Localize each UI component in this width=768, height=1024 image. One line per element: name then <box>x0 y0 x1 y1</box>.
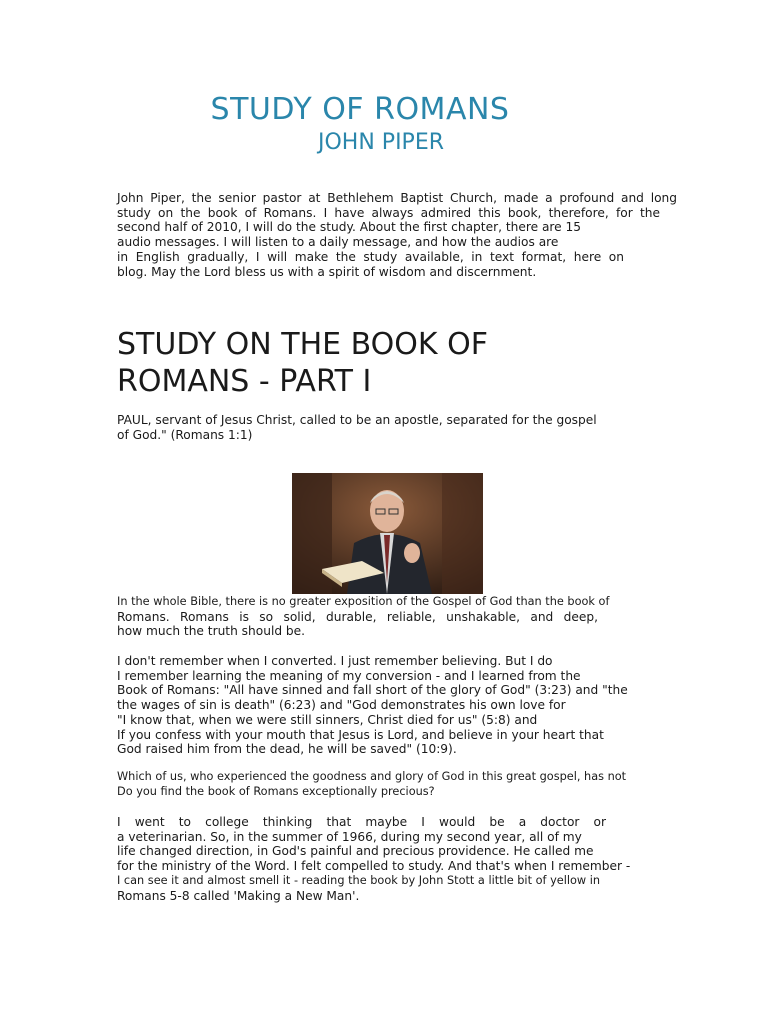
text-line: I can see it and almost smell it - reading the book by John Stott a little bit of yellow in <box>117 873 601 887</box>
text-line: second half of 2010, I will do the study. About the first chapter, there are 15 <box>117 220 582 235</box>
text-line: I don't remember when I converted. I just remember believing. But I do <box>117 654 553 668</box>
text-line: a veterinarian. So, in the summer of 1966, during my second year, all of my <box>117 829 582 844</box>
text-line: Which of us, who experienced the goodness and glory of God in this great gospel, has not <box>117 770 627 783</box>
text-line: I remember learning the meaning of my conversion - and I learned from the <box>117 668 581 683</box>
intro-paragraph <box>117 191 677 279</box>
text-line: in English gradually, I will make the study available, in text format, here on <box>117 249 624 264</box>
text-line: the wages of sin is death" (6:23) and "God demonstrates his own love for <box>117 698 566 713</box>
text-line: God raised him from the dead, he will be saved" (10:9). <box>117 742 457 757</box>
text-line: for the ministry of the Word. I felt compelled to study. And that's when I remember - <box>117 859 631 874</box>
section-heading <box>117 326 637 400</box>
text-line: "I know that, when we were still sinners, Christ died for us" (5:8) and <box>117 712 538 727</box>
paragraph-3 <box>117 770 677 799</box>
text-line: Do you find the book of Romans exceptionally precious? <box>117 784 435 798</box>
text-line: life changed direction, in God's painful and precious providence. He called me <box>117 844 594 859</box>
text-line: I went to college thinking that maybe I would be a doctor or <box>117 815 606 829</box>
paragraph-4 <box>117 815 677 903</box>
text-line: how much the truth should be. <box>117 624 306 639</box>
text-line: Romans. Romans is so solid, durable, reliable, unshakable, and deep, <box>117 609 598 624</box>
text-line: Romans 5-8 called 'Making a New Man'. <box>117 888 360 903</box>
preacher-photo <box>292 473 483 594</box>
text-line: study on the book of Romans. I have always admired this book, therefore, for the <box>117 205 660 220</box>
text-line: PAUL, servant of Jesus Christ, called to be an apostle, separated for the gospel <box>117 413 597 427</box>
text-line: blog. May the Lord bless us with a spirit of wisdom and discernment. <box>117 264 537 279</box>
section-heading-line: STUDY ON THE BOOK OF <box>117 327 488 362</box>
paragraph-1 <box>117 595 677 639</box>
paragraph-2 <box>117 654 677 757</box>
text-line: Book of Romans: "All have sinned and fall short of the glory of God" (3:23) and "the <box>117 683 628 698</box>
section-heading-line: ROMANS - PART I <box>117 364 372 399</box>
text-line: In the whole Bible, there is no greater exposition of the Gospel of God than the book of <box>117 595 610 608</box>
page-title: STUDY OF ROMANS <box>210 92 510 127</box>
page-subtitle: JOHN PIPER <box>318 130 445 155</box>
preacher-photo-icon <box>292 473 483 594</box>
verse-paragraph <box>117 413 677 442</box>
text-line: audio messages. I will listen to a daily message, and how the audios are <box>117 235 559 250</box>
text-line: If you confess with your mouth that Jesus is Lord, and believe in your heart that <box>117 727 604 742</box>
text-line: of God." (Romans 1:1) <box>117 427 253 442</box>
text-line: John Piper, the senior pastor at Bethlehem Baptist Church, made a profound and long <box>117 191 677 205</box>
